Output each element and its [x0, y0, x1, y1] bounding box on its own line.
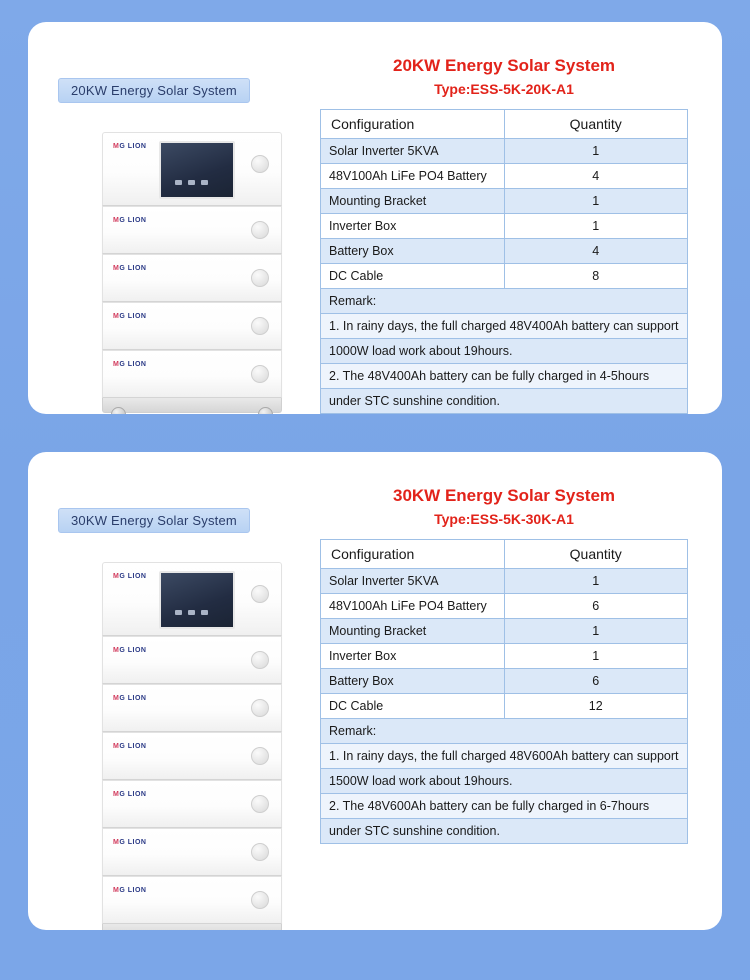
remark-line: 1. In rainy days, the full charged 48V400Ah battery can support: [321, 314, 688, 339]
remark-row: [321, 339, 688, 364]
config-qty: 1: [504, 569, 688, 594]
remark-row: [321, 794, 688, 819]
brand-logo: MG LION: [113, 791, 147, 798]
remark-row: [321, 314, 688, 339]
page-title-30kw: 30KW Energy Solar System: [392, 486, 616, 505]
config-qty: 1: [504, 139, 688, 164]
battery-module: [102, 684, 282, 732]
remark-row: [321, 364, 688, 389]
config-qty: 6: [504, 594, 688, 619]
battery-module: [102, 828, 282, 876]
config-name: Mounting Bracket: [321, 189, 505, 214]
column-header-configuration: Configuration: [321, 540, 505, 569]
table-row: [321, 694, 688, 719]
table-row: [321, 619, 688, 644]
brand-logo: MG LION: [113, 743, 147, 750]
product-card-20kw: [28, 22, 722, 414]
table-row: [321, 594, 688, 619]
config-qty: 4: [504, 164, 688, 189]
inverter-module: [102, 562, 282, 636]
remark-label: Remark:: [321, 289, 688, 314]
brand-logo: MG LION: [113, 217, 147, 224]
inverter-buttons: [175, 610, 208, 615]
remark-line: 1. In rainy days, the full charged 48V600Ah battery can support: [321, 744, 688, 769]
config-qty: 1: [504, 214, 688, 239]
power-indicator-icon: [251, 699, 269, 717]
config-name: Solar Inverter 5KVA: [321, 139, 505, 164]
table-row: [321, 264, 688, 289]
battery-module: [102, 876, 282, 924]
stack-base: [102, 398, 282, 413]
table-row: [321, 139, 688, 164]
table-row: [321, 189, 688, 214]
caster-wheel-icon: [258, 407, 273, 414]
stack-base: [102, 924, 282, 930]
battery-module: [102, 780, 282, 828]
spec-panel-30kw: [304, 466, 704, 920]
spec-table-20kw: [320, 109, 688, 414]
remark-line: under STC sunshine condition.: [321, 819, 688, 844]
config-name: 48V100Ah LiFe PO4 Battery: [321, 164, 505, 189]
remark-row: [321, 389, 688, 414]
table-row: [321, 669, 688, 694]
product-image-30kw: [46, 466, 304, 920]
power-indicator-icon: [251, 317, 269, 335]
power-indicator-icon: [251, 585, 269, 603]
remark-row: [321, 769, 688, 794]
battery-module: [102, 302, 282, 350]
product-image-20kw: [46, 36, 304, 404]
spec-table-30kw: [320, 539, 688, 844]
remark-label: Remark:: [321, 719, 688, 744]
remark-header-row: [321, 289, 688, 314]
power-indicator-icon: [251, 221, 269, 239]
brand-logo: MG LION: [113, 695, 147, 702]
caster-wheel-icon: [111, 407, 126, 414]
config-qty: 1: [504, 189, 688, 214]
power-indicator-icon: [251, 365, 269, 383]
battery-module: [102, 636, 282, 684]
power-indicator-icon: [251, 843, 269, 861]
brand-logo: MG LION: [113, 361, 147, 368]
battery-module: [102, 206, 282, 254]
power-indicator-icon: [251, 795, 269, 813]
column-header-quantity: Quantity: [504, 540, 688, 569]
page-subtitle-20kw: Type:ESS-5K-20K-A1: [434, 81, 574, 97]
power-indicator-icon: [251, 155, 269, 173]
product-card-30kw: [28, 452, 722, 930]
battery-module: [102, 350, 282, 398]
brand-logo: MG LION: [113, 313, 147, 320]
page-subtitle-30kw: Type:ESS-5K-30K-A1: [434, 511, 574, 527]
config-name: Inverter Box: [321, 214, 505, 239]
power-indicator-icon: [251, 747, 269, 765]
inverter-buttons: [175, 180, 208, 185]
config-qty: 4: [504, 239, 688, 264]
brand-logo: MG LION: [113, 647, 147, 654]
power-indicator-icon: [251, 269, 269, 287]
table-row: [321, 239, 688, 264]
config-qty: 1: [504, 644, 688, 669]
inverter-display: [159, 141, 235, 199]
power-indicator-icon: [251, 891, 269, 909]
config-qty: 6: [504, 669, 688, 694]
brand-logo: MG LION: [113, 887, 147, 894]
config-name: DC Cable: [321, 694, 505, 719]
table-row: [321, 164, 688, 189]
product-label-badge-30kw: 30KW Energy Solar System: [58, 508, 250, 533]
battery-stack-30kw: [102, 562, 282, 930]
table-row: [321, 569, 688, 594]
config-qty: 12: [504, 694, 688, 719]
remark-line: 2. The 48V600Ah battery can be fully charged in 6-7hours: [321, 794, 688, 819]
config-name: Battery Box: [321, 669, 505, 694]
remark-row: [321, 744, 688, 769]
config-name: Inverter Box: [321, 644, 505, 669]
inverter-display: [159, 571, 235, 629]
config-name: 48V100Ah LiFe PO4 Battery: [321, 594, 505, 619]
column-header-quantity: Quantity: [504, 110, 688, 139]
table-row: [321, 644, 688, 669]
brand-logo: MG LION: [113, 143, 147, 150]
spec-panel-20kw: [304, 36, 704, 408]
remark-line: 1000W load work about 19hours.: [321, 339, 688, 364]
battery-module: [102, 254, 282, 302]
battery-stack-20kw: [102, 132, 282, 413]
remark-line: 1500W load work about 19hours.: [321, 769, 688, 794]
brand-logo: MG LION: [113, 265, 147, 272]
power-indicator-icon: [251, 651, 269, 669]
product-label-badge-20kw: 20KW Energy Solar System: [58, 78, 250, 103]
table-header-row: [321, 110, 688, 139]
remark-line: 2. The 48V400Ah battery can be fully charged in 4-5hours: [321, 364, 688, 389]
table-header-row: [321, 540, 688, 569]
config-name: DC Cable: [321, 264, 505, 289]
config-qty: 8: [504, 264, 688, 289]
table-row: [321, 214, 688, 239]
remark-line: under STC sunshine condition.: [321, 389, 688, 414]
config-name: Mounting Bracket: [321, 619, 505, 644]
brand-logo: MG LION: [113, 573, 147, 580]
page-title-20kw: 20KW Energy Solar System: [392, 56, 616, 75]
remark-header-row: [321, 719, 688, 744]
column-header-configuration: Configuration: [321, 110, 505, 139]
config-name: Battery Box: [321, 239, 505, 264]
battery-module: [102, 732, 282, 780]
remark-row: [321, 819, 688, 844]
inverter-module: [102, 132, 282, 206]
brand-logo: MG LION: [113, 839, 147, 846]
config-qty: 1: [504, 619, 688, 644]
config-name: Solar Inverter 5KVA: [321, 569, 505, 594]
